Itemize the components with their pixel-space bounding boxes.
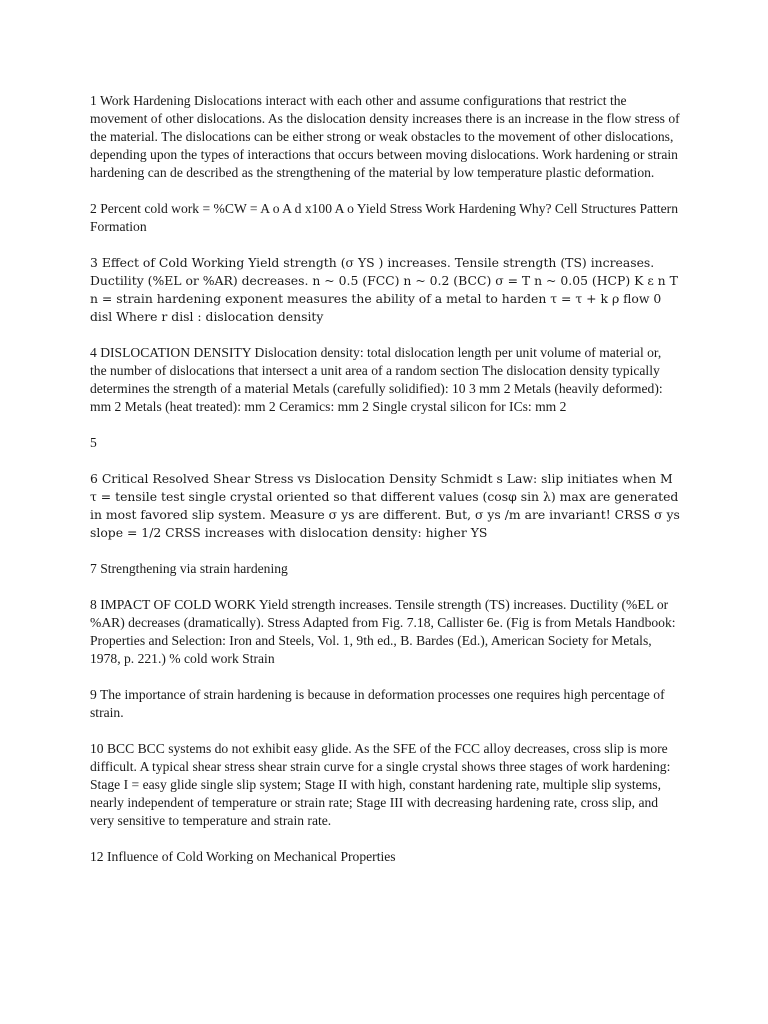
paragraph-percent-cold-work: 2 Percent cold work = %CW = A o A d x100 A o Yield Stress Work Hardening Why? Cell Structures Pattern Formation [90, 201, 679, 234]
paragraph-impact-of-cold-work: 8 IMPACT OF COLD WORK Yield strength increases. Tensile strength (TS) increases. Ductility (%EL or %AR) decreases (dramatically). Stress Adapted from Fig. 7.18, Callister 6e. (Fig is from Metals Handbook: Properties and Selection: Iron and Steels, Vol. 1, 9th ed., B. Bardes (Ed.), American Society for Metals, 1978, p. 221.) % cold work Strain [90, 597, 676, 666]
paragraph-importance-strain-hardening: 9 The importance of strain hardening is because in deformation processes one requires high percentage of strain. [90, 687, 665, 720]
paragraph-influence-cold-working: 12 Influence of Cold Working on Mechanical Properties [90, 849, 396, 864]
paragraph-work-hardening: 1 Work Hardening Dislocations interact with each other and assume configurations that restrict the movement of other dislocations. As the dislocation density increases there is an increase in the flow stress of the material. The dislocations can be either strong or weak obstacles to the movement of other dislocations, depending upon the types of interactions that occurs between moving dislocations. Work hardening or strain hardening can de described as the strengthening of the material by low temperature plastic deformation. [90, 93, 680, 180]
paragraph-strengthening-strain-hardening: 7 Strengthening via strain hardening [90, 561, 288, 576]
document-body [90, 92, 680, 884]
paragraph-dislocation-density: 4 DISLOCATION DENSITY Dislocation density: total dislocation length per unit volume of material or, the number of dislocations that intersect a unit area of a random section The dislocation density typically determines the strength of a material Metals (carefully solidified): 10 3 mm 2 Metals (heavily deformed): mm 2 Metals (heat treated): mm 2 Ceramics: mm 2 Single crystal silicon for ICs: mm 2 [90, 345, 663, 414]
paragraph-bcc-systems: 10 BCC BCC systems do not exhibit easy glide. As the SFE of the FCC alloy decreases, cross slip is more difficult. A typical shear stress shear strain curve for a single crystal shows three stages of work hardening: Stage I = easy glide single slip system; Stage II with high, constant hardening rate, multiple slip systems, nearly independent of temperature or strain rate; Stage III with decreasing hardening rate, cross slip, and very sensitive to temperature and strain rate. [90, 741, 671, 828]
paragraph-crss-vs-dislocation-density: 6 Critical Resolved Shear Stress vs Dislocation Density Schmidt s Law: slip initiates when M τ = tensile test single crystal oriented so that different values (cosφ sin λ) max are generated in most favored slip system. Measure σ ys are different. But, σ ys /m are invariant! CRSS σ ys slope = 1/2 CRSS increases with dislocation density: higher YS [90, 471, 680, 540]
paragraph-5: 5 [90, 435, 97, 450]
paragraph-effect-of-cold-working: 3 Effect of Cold Working Yield strength (σ YS ) increases. Tensile strength (TS) increases. Ductility (%EL or %AR) decreases. n ~ 0.5 (FCC) n ~ 0.2 (BCC) σ = T n ~ 0.05 (HCP) K ε n T n = strain hardening exponent measures the ability of a metal to harden τ = τ + k ρ flow 0 disl Where r disl : dislocation density [90, 255, 678, 324]
